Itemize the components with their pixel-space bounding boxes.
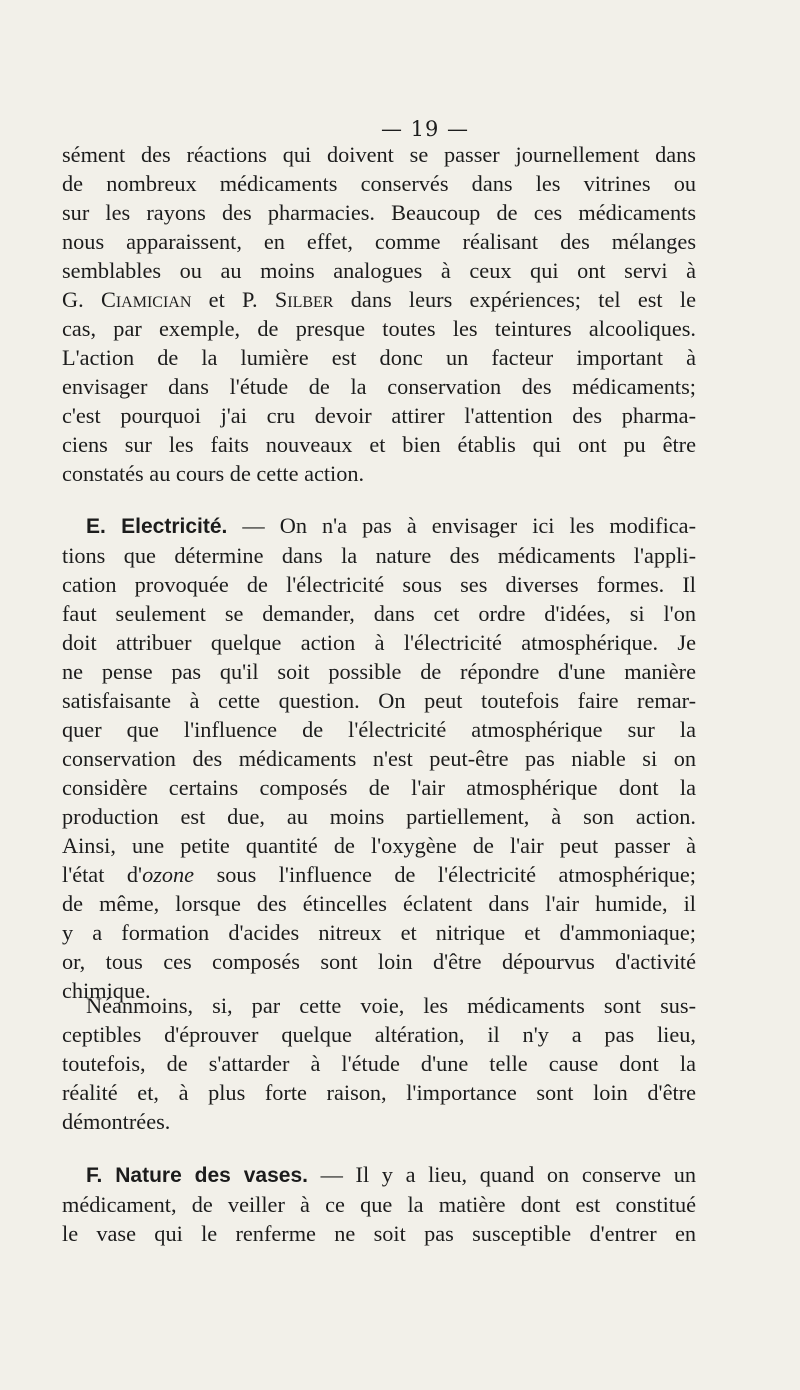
section-electricite <box>62 511 696 1005</box>
text-line: nous apparaissent, en effet, comme réalisant des mélanges <box>62 229 696 254</box>
text-line: démontrées. <box>62 1109 171 1134</box>
page-number: — 19 — <box>380 117 470 141</box>
text-line: ciens sur les faits nouveaux et bien établis qui ont pu être <box>62 432 696 457</box>
text-line: E. Electricité. — On n'a pas à envisager ici les modifica- <box>86 513 696 538</box>
section-heading: E. Electricité. <box>86 515 228 538</box>
text-line: L'action de la lumière est donc un facteur important à <box>62 345 696 370</box>
text-line: cas, par exemple, de presque toutes les teintures alcooliques. <box>62 316 696 341</box>
text-line: l'état d'ozone sous l'influence de l'électricité atmosphérique; <box>62 862 696 887</box>
text-line: considère certains composés de l'air atmosphérique dont la <box>62 775 696 800</box>
author-name: G. Ciamician <box>62 287 192 312</box>
section-heading: F. Nature des vases. <box>86 1164 308 1187</box>
text-line: tions que détermine dans la nature des médicaments l'appli- <box>62 543 696 568</box>
text-line: doit attribuer quelque action à l'électricité atmosphérique. Je <box>62 630 696 655</box>
text-line: constatés au cours de cette action. <box>62 461 365 486</box>
paragraph-3 <box>62 991 696 1136</box>
text-line: ne pense pas qu'il soit possible de répondre d'une manière <box>62 659 696 684</box>
text-line: envisager dans l'étude de la conservation des médicaments; <box>62 374 696 399</box>
text-line: sur les rayons des pharmacies. Beaucoup de ces médicaments <box>62 200 696 225</box>
text-line: Ainsi, une petite quantité de l'oxygène de l'air peut passer à <box>62 833 696 858</box>
text-line: F. Nature des vases. — Il y a lieu, quand on conserve un <box>86 1162 696 1187</box>
text-line: quer que l'influence de l'électricité atmosphérique sur la <box>62 717 696 742</box>
text-line: réalité et, à plus forte raison, l'importance sont loin d'être <box>62 1080 696 1105</box>
italic-term: ozone <box>142 862 195 887</box>
text-line: or, tous ces composés sont loin d'être dépourvus d'activité <box>62 949 696 974</box>
text-line: faut seulement se demander, dans cet ordre d'idées, si l'on <box>62 601 696 626</box>
text-line: Néanmoins, si, par cette voie, les médicaments sont sus- <box>86 993 696 1018</box>
text-line: médicament, de veiller à ce que la matière dont est constitué <box>62 1192 696 1217</box>
paragraph-2 <box>62 343 696 488</box>
text-line: c'est pourquoi j'ai cru devoir attirer l'attention des pharma- <box>62 403 696 428</box>
text-line: satisfaisante à cette question. On peut toutefois faire remar- <box>62 688 696 713</box>
text-line: conservation des médicaments n'est peut-être pas niable si on <box>62 746 696 771</box>
text-line: production est due, au moins partiellement, à son action. <box>62 804 696 829</box>
text-line: le vase qui le renferme ne soit pas susceptible d'entrer en <box>62 1221 696 1246</box>
text-line: chimique. <box>62 978 151 1003</box>
text-line: cation provoquée de l'électricité sous ses diverses formes. Il <box>62 572 696 597</box>
text-line: sément des réactions qui doivent se passer journellement dans <box>62 142 696 167</box>
paragraph-1 <box>62 140 696 343</box>
text-line: de même, lorsque des étincelles éclatent dans l'air humide, il <box>62 891 696 916</box>
text-line: ceptibles d'éprouver quelque altération, il n'y a pas lieu, <box>62 1022 696 1047</box>
text-line: de nombreux médicaments conservés dans les vitrines ou <box>62 171 696 196</box>
text-line: y a formation d'acides nitreux et nitrique et d'ammoniaque; <box>62 920 696 945</box>
text-line: toutefois, de s'attarder à l'étude d'une telle cause dont la <box>62 1051 696 1076</box>
text-line: G. Ciamician et P. Silber dans leurs expériences; tel est le <box>62 287 696 312</box>
section-nature-des-vases <box>62 1160 696 1248</box>
text-line: semblables ou au moins analogues à ceux qui ont servi à <box>62 258 696 283</box>
author-name: Silber <box>274 287 334 312</box>
